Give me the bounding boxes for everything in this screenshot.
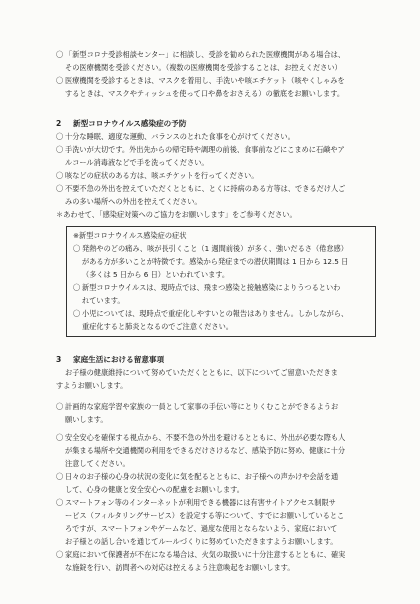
text-line: 注意してください。 <box>65 459 130 468</box>
circle-bullet-icon: 〇 <box>56 433 64 442</box>
text-line: 発熱やのどの痛み、咳が長引くこと（1 週間前後）が多く、強いだるさ（倦怠感） <box>82 244 348 253</box>
text-line: がある方が多いことが特徴です。感染から発症までの潜伏期間は 1 日から 12.5 日 <box>82 257 349 266</box>
prevention-item <box>56 130 376 143</box>
text-line: 願いします。 <box>65 415 108 424</box>
section-number: 3 <box>56 355 62 364</box>
household-item <box>56 400 376 426</box>
text-line: 不要不急の外出を控えていただくとともに、とくに持病のある方等は、できるだけ人ご <box>65 184 346 193</box>
text-line: 日々のお子様の心身の状況の変化に気を配るとともに、お子様への声かけや会話を通 <box>65 472 339 481</box>
circle-bullet-icon: 〇 <box>73 283 81 292</box>
section-number: 2 <box>56 119 62 128</box>
text-line: 新型コロナウイルスは、現時点では、飛まつ感染と接触感染によりうつるといわ <box>82 283 341 292</box>
section-2-heading <box>56 117 376 130</box>
text-line: 小児については、現時点で重症化しやすいとの報告はありません。しかしながら、 <box>82 309 349 318</box>
circle-bullet-icon: 〇 <box>56 498 64 507</box>
text-line: ろですが、スマートフォンやゲームなど、過度な使用とならないよう、家庭において <box>65 524 338 533</box>
text-line: スマートフォン等のインターネットが利用できる機器には有害サイトアクセス制限サ <box>65 498 336 507</box>
prevention-item <box>56 169 376 182</box>
text-line: 「新型コロナ受診相談センター」に相談し、受診を勧められた医療機関がある場合は、 <box>65 50 346 59</box>
text-line: 手洗いが大切です。外出先からの帰宅時や調理の前後、食事前などにこまめに石鹸やア <box>65 145 345 154</box>
text-line: ルコール消毒液などで手を洗ってください。 <box>65 158 209 167</box>
circle-bullet-icon: 〇 <box>56 145 64 154</box>
circle-bullet-icon: 〇 <box>56 171 64 180</box>
text-line: が集まる場所や交通機関の利用をできるだけさけるなど、感染予防に努め、健康に十分 <box>65 446 346 455</box>
text-line: 家庭において保護者が不在になる場合は、火気の取扱いに十分注意するとともに、確実 <box>65 550 346 559</box>
symptom-item <box>73 242 369 281</box>
household-item <box>56 548 376 574</box>
circle-bullet-icon: 〇 <box>73 309 81 318</box>
text-line: 安全安心を確保する視点から、不要不急の外出を避けるとともに、外出が必要な際も人 <box>65 433 346 442</box>
text-line: みの多い場所への外出を控えてください。 <box>65 197 202 206</box>
text-line: 重症化すると肺炎となるのでご注意ください。 <box>82 322 233 331</box>
text-line: すようお願いします。 <box>56 381 128 390</box>
text-line: な施錠を行い、訪問者への対応は控えるよう注意喚起をお願いします。 <box>65 563 295 572</box>
circle-bullet-icon: 〇 <box>73 244 81 253</box>
text-line: して、心身の健康と安全安心への配慮をお願いします。 <box>65 485 244 494</box>
prevention-item <box>56 182 376 208</box>
household-item <box>56 496 376 548</box>
text-line: お子様の健康維持について努めていただくとともに、以下についてご留意いただきま <box>65 368 338 377</box>
section-3-heading <box>56 353 376 366</box>
symptoms-box <box>66 226 376 337</box>
section-3-lead <box>56 366 376 379</box>
intro-item-consult-center <box>56 48 376 74</box>
circle-bullet-icon: 〇 <box>56 550 64 559</box>
prevention-item <box>56 143 376 169</box>
circle-bullet-icon: 〇 <box>56 472 64 481</box>
section-title: 家庭生活における留意事項 <box>73 355 165 364</box>
intro-item-mask <box>56 74 376 100</box>
text-line: 咳などの症状のある方は、咳エチケットを行ってください。 <box>65 171 259 180</box>
text-line: ービス（フィルタリングサービス）を設定する等について、すでにお願いしているとこ <box>65 511 345 520</box>
text-line: 医療機関を受診するときは、マスクを着用し、手洗いや咳エチケット（咳やくしゃみを <box>65 76 345 85</box>
text-line: お子様との話し合いを通じてルールづくりに努めていただきますようお願いします。 <box>65 537 338 546</box>
document-body <box>56 48 376 574</box>
symptoms-heading: ※新型コロナウイルス感染症の症状 <box>73 231 187 240</box>
symptom-item <box>73 281 369 307</box>
text-line: 計画的な家庭学習や家族の一員として家事の手伝い等にとりくむことができるようお <box>65 402 339 411</box>
circle-bullet-icon: 〇 <box>56 50 64 59</box>
circle-bullet-icon: 〇 <box>56 184 64 193</box>
text-line: その医療機関を受診ください。（複数の医療機関を受診することは、お控えください） <box>65 63 342 72</box>
symptom-item <box>73 307 369 333</box>
text-line: 十分な睡眠、適度な運動、バランスのとれた食事を心がけてください。 <box>65 132 295 141</box>
text-line: （多くは 5 日から 6 日）といわれています。 <box>82 270 230 279</box>
household-item <box>56 470 376 496</box>
circle-bullet-icon: 〇 <box>56 76 64 85</box>
text-line: するときは、マスクやティッシュを使って口や鼻をおさえる）の徹底をお願いします。 <box>65 89 345 98</box>
reference-note: ＊あわせて、「感染症対策へのご協力をお願いします」をご参考ください。 <box>56 210 297 219</box>
text-line: れています。 <box>82 296 125 305</box>
section-title: 新型コロナウイルス感染症の予防 <box>73 119 187 128</box>
household-item <box>56 431 376 470</box>
circle-bullet-icon: 〇 <box>56 402 64 411</box>
circle-bullet-icon: 〇 <box>56 132 64 141</box>
